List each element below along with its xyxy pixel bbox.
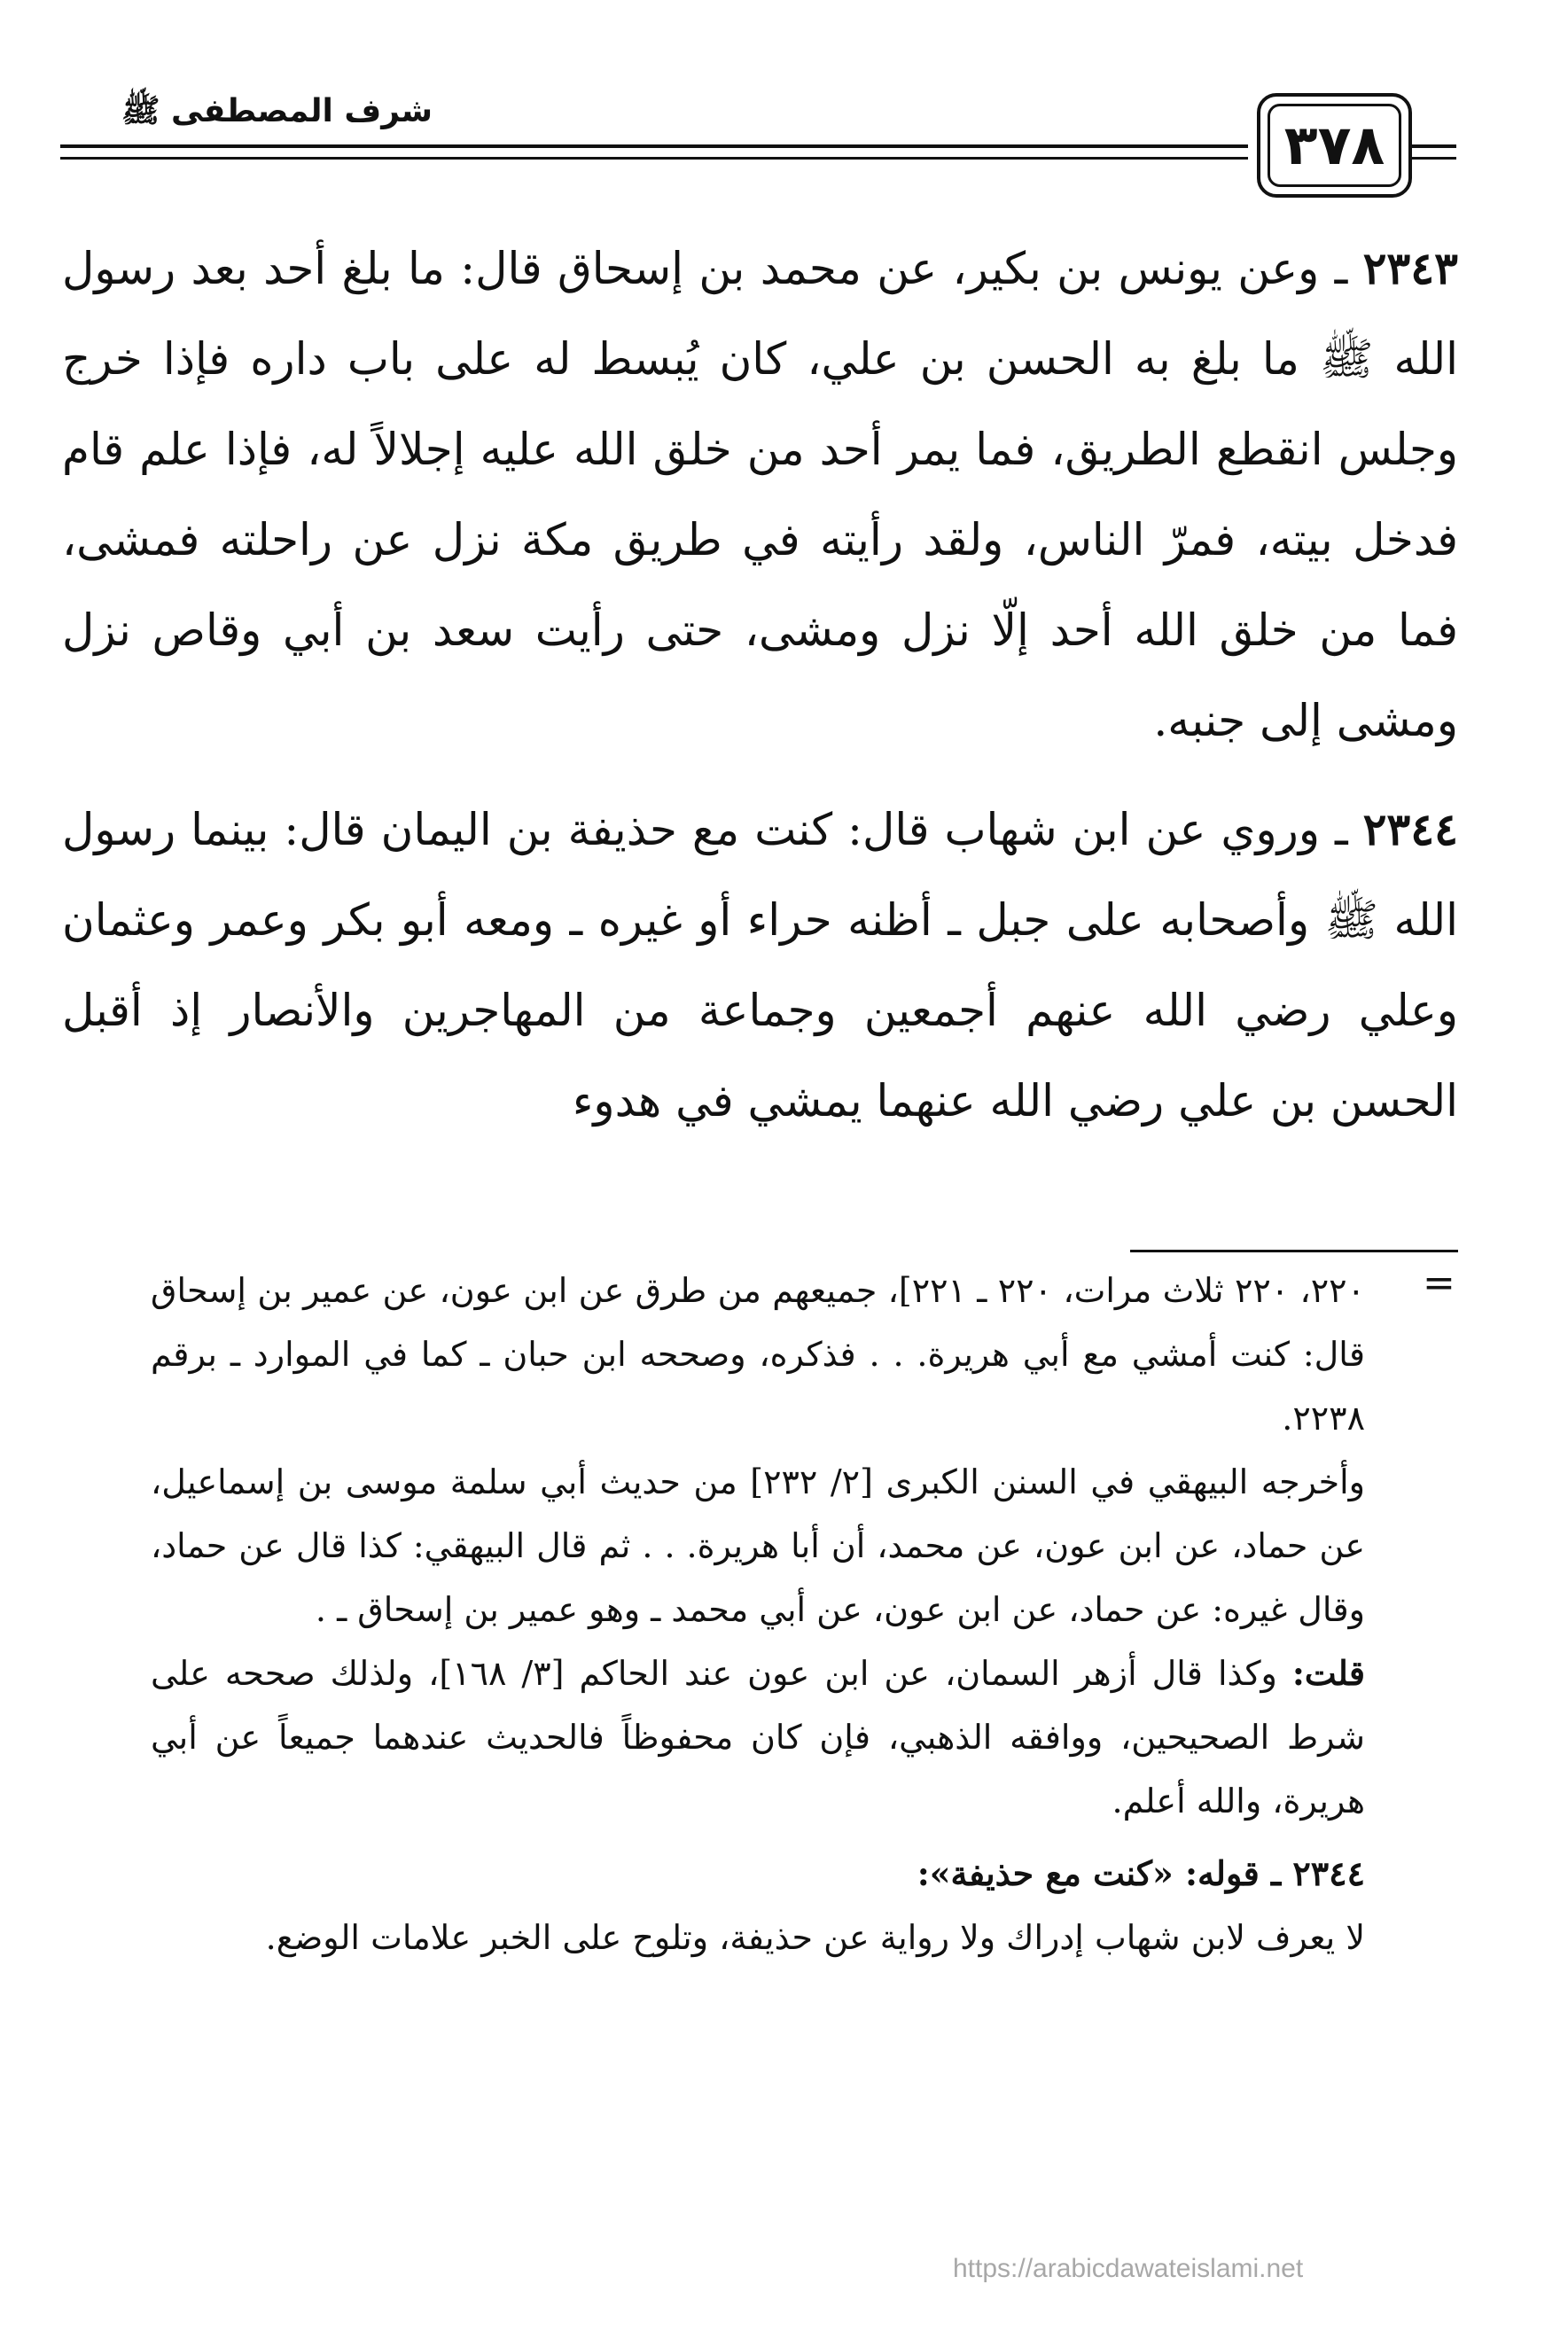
hadith-text: ـ وعن يونس بن بكير، عن محمد بن إسحاق قال: ما بلغ أحد بعد رسول الله ﷺ ما بلغ به الحسن بن علي، كان يُبسط له على باب داره فإذا خرج وجلس انقطع الطريق، فما يمر أحد من خلق الله عليه إجلالاً له، فإذا علم قام فدخل بيته، فمرّ الناس، ولقد رأيته في طريق مكة نزل عن راحلته فمشى، فما من خلق الله أحد إلّا نزل ومشى، حتى رأيت سعد بن أبي وقاص نزل ومشى إلى جنبه. (62, 243, 1458, 746)
header-rule (1412, 157, 1456, 160)
hadith-number: ٢٣٤٤ (1362, 803, 1458, 855)
footnote-heading: ٢٣٤٤ ـ قوله: «كنت مع حذيفة»: (917, 1853, 1365, 1893)
running-title: شرف المصطفى ﷺ (121, 93, 433, 129)
main-paragraph-2344 (62, 784, 1458, 1146)
footnote-paragraph: وأخرجه البيهقي في السنن الكبرى [٢/ ٢٣٢] من حديث أبي سلمة موسى بن إسماعيل، عن حماد، عن ابن عون، عن محمد، أن أبا هريرة. . . ثم قال البيهقي: كذا قال عن حماد، وقال غيره: عن حماد، عن ابن عون، عن أبي محمد ـ وهو عمير بن إسحاق ـ . (151, 1462, 1365, 1629)
page-number-frame (1257, 93, 1412, 198)
footnote-paragraph: ٢٢٠، ٢٢٠ ثلاث مرات، ٢٢٠ ـ ٢٢١]، جميعهم من طرق عن ابن عون، عن عمير بن إسحاق قال: كنت أمشي مع أبي هريرة. . . فذكره، وصححه ابن حبان ـ كما في الموارد ـ برقم ٢٢٣٨. (151, 1271, 1365, 1438)
hadith-number: ٢٣٤٣ (1362, 242, 1458, 294)
page-number: ٣٧٨ (1268, 104, 1401, 187)
hadith-text: ـ وروي عن ابن شهاب قال: كنت مع حذيفة بن اليمان قال: بينما رسول الله ﷺ وأصحابه على جبل ـ أظنه حراء أو غيره ـ ومعه أبو بكر وعمر وعثمان وعلي رضي الله عنهم أجمعين وجماعة من المهاجرين والأنصار إذ أقبل الحسن بن علي رضي الله عنهما يمشي في هدوء (62, 804, 1458, 1127)
footnote-paragraph (151, 1641, 1365, 1833)
footnote-text: وكذا قال أزهر السمان، عن ابن عون عند الحاكم [٣/ ١٦٨]، ولذلك صححه على شرط الصحيحين، ووافقه الذهبي، فإن كان محفوظاً فالحديث عندهما جميعاً عن أبي هريرة، والله أعلم. (151, 1654, 1365, 1821)
paragraph-text (62, 223, 1458, 766)
header-rule (1412, 144, 1456, 148)
footnotes (151, 1259, 1365, 1969)
watermark-url: https://arabicdawateislami.net (953, 2254, 1304, 2283)
page-header (60, 84, 1456, 199)
header-rule (60, 144, 1248, 148)
header-rule (60, 157, 1248, 160)
footnote-paragraph: لا يعرف لابن شهاب إدراك ولا رواية عن حذيفة، وتلوح على الخبر علامات الوضع. (265, 1918, 1365, 1957)
main-paragraph-2343 (62, 223, 1458, 766)
footnote-separator (1130, 1250, 1458, 1252)
footnote-continuation-mark: = (1423, 1260, 1455, 1306)
paragraph-text (62, 784, 1458, 1146)
footnote-label: قلت: (1291, 1653, 1365, 1693)
